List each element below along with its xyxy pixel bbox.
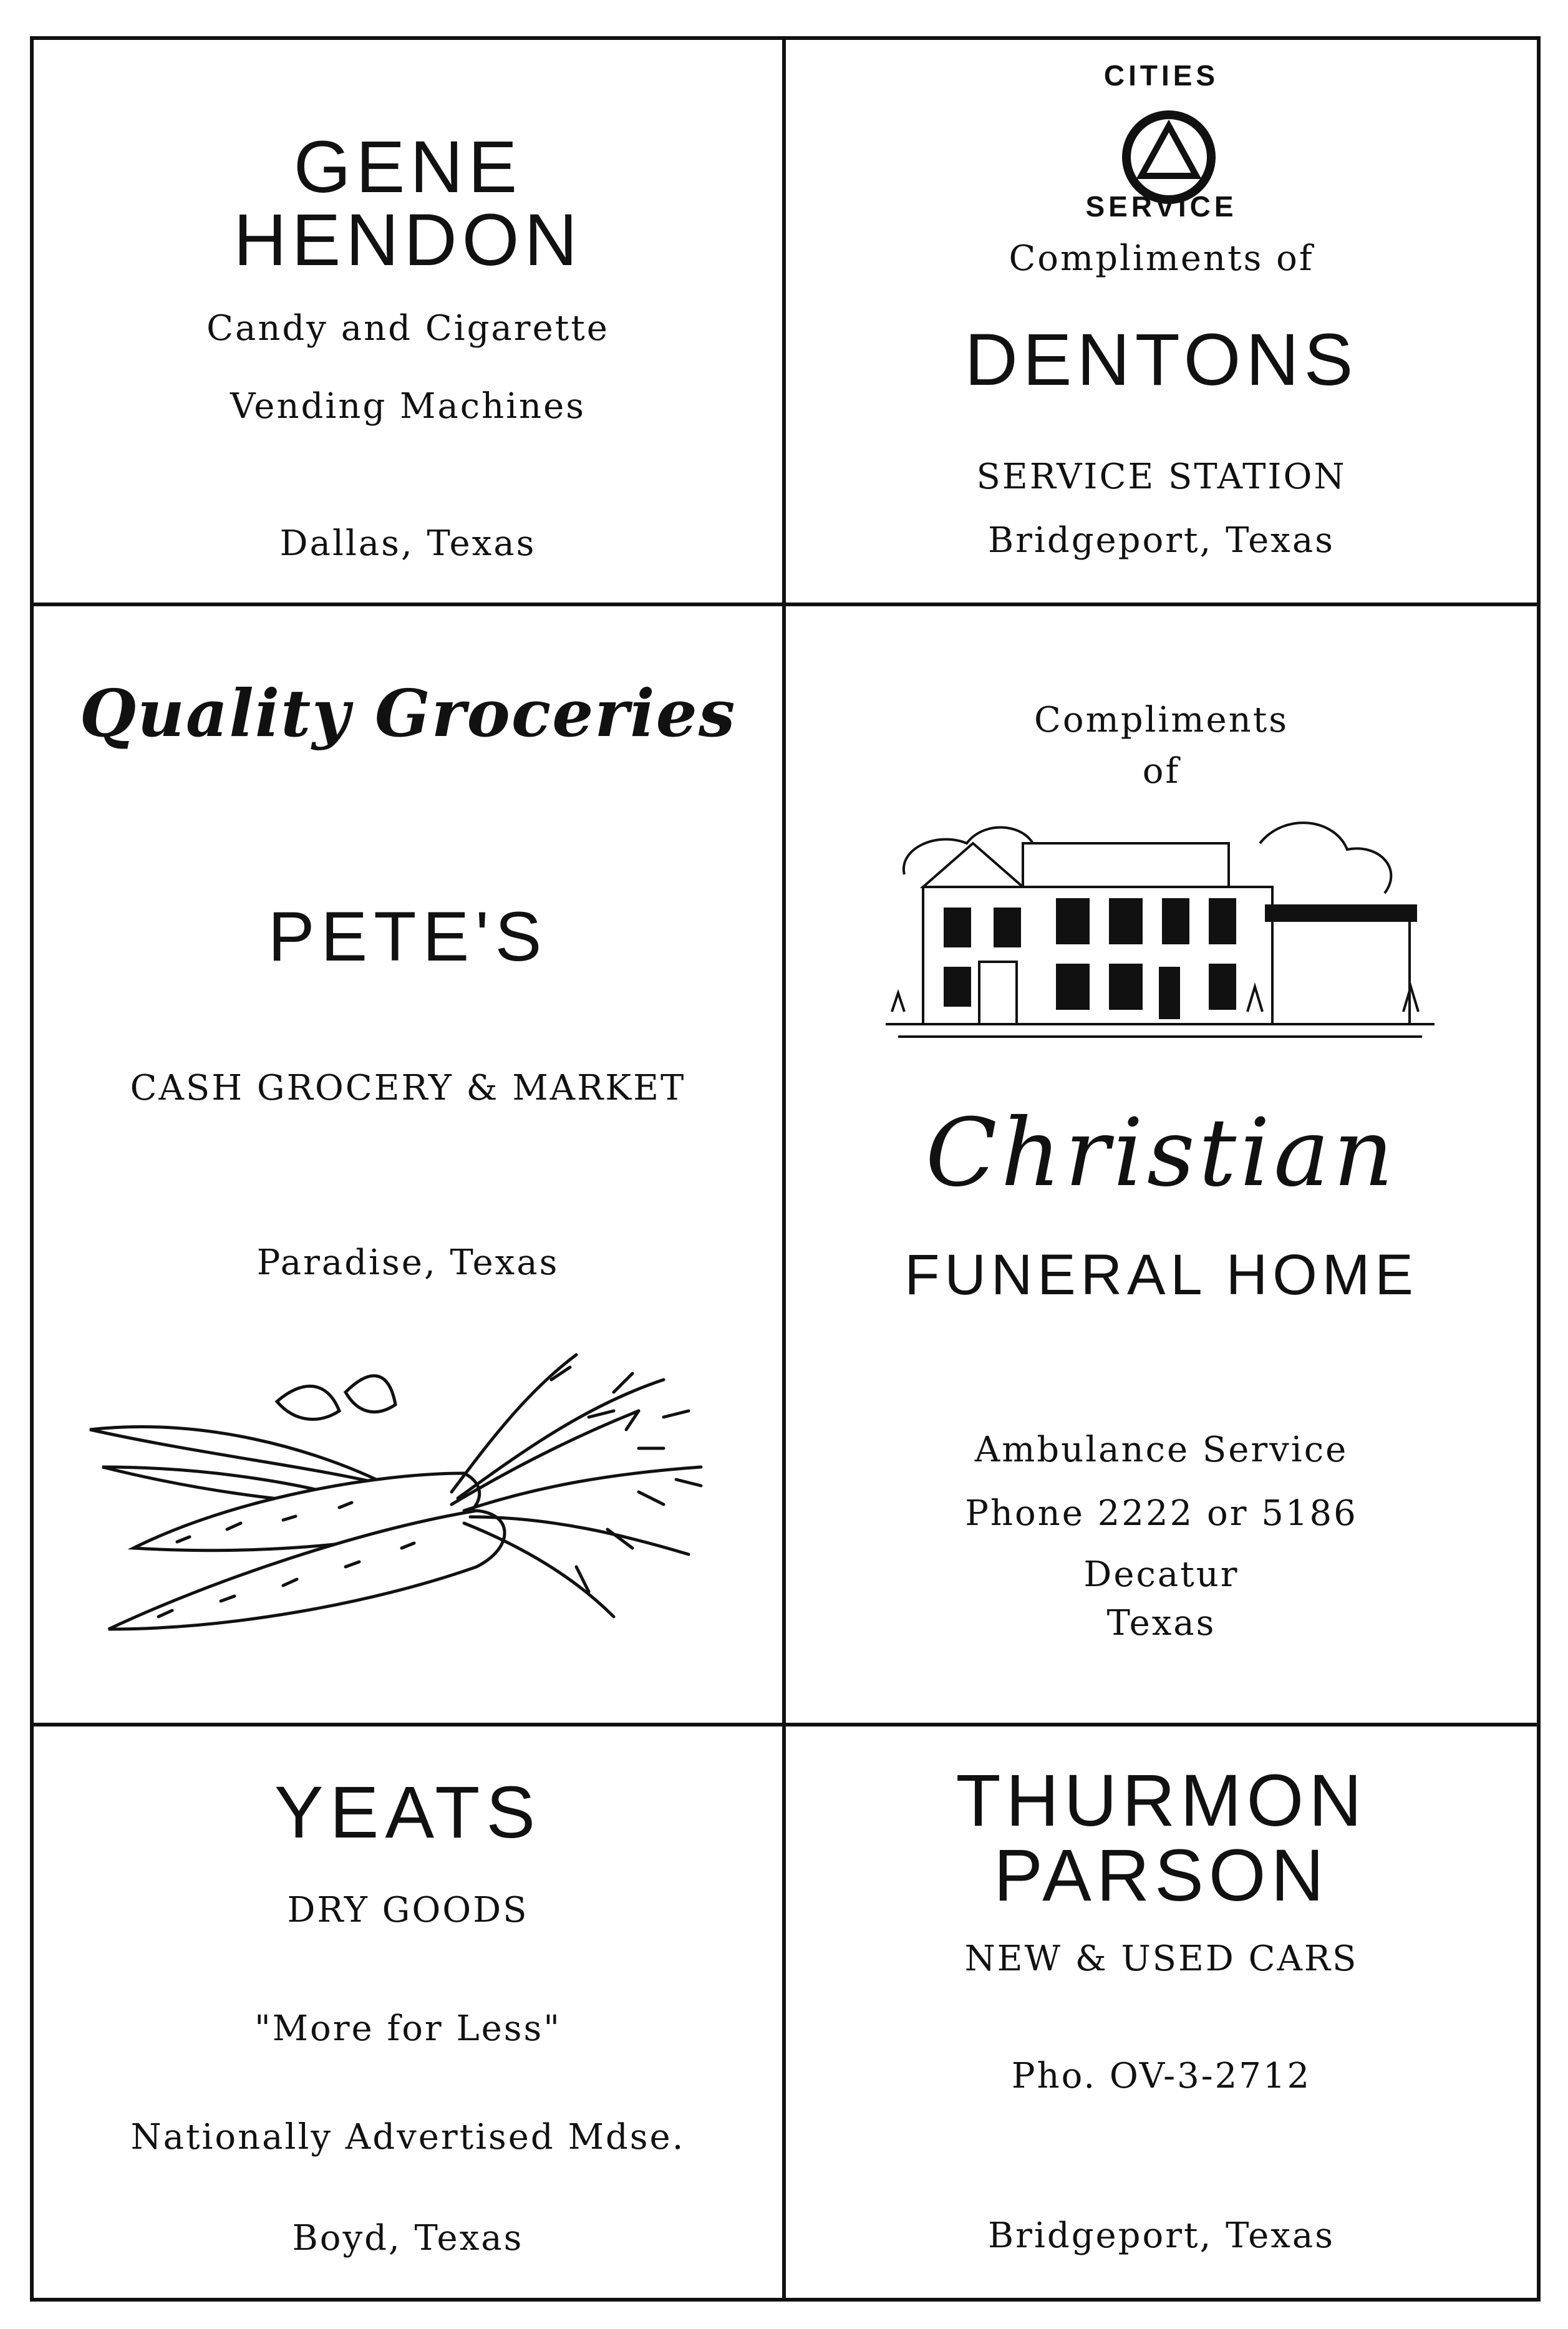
gene-hendon-location: Dallas, Texas xyxy=(279,523,536,564)
christian-name: Christian xyxy=(925,1099,1398,1208)
ad-yeats xyxy=(34,1726,782,2298)
gene-hendon-name-line1: GENE xyxy=(293,126,523,208)
funeral-home-building-illustration xyxy=(886,806,1435,1043)
yeats-business: DRY GOODS xyxy=(287,1890,529,1930)
thurmon-parson-location: Bridgeport, Texas xyxy=(988,2215,1335,2256)
ad-petes xyxy=(34,606,782,1723)
petes-name: PETE'S xyxy=(268,898,548,976)
yeats-note: Nationally Advertised Mdse. xyxy=(130,2117,685,2157)
carrots-illustration xyxy=(77,1342,763,1654)
christian-phone: Phone 2222 or 5186 xyxy=(965,1493,1358,1534)
cities-service-logo-bottom: SERVICE xyxy=(1085,190,1237,223)
petes-location: Paradise, Texas xyxy=(256,1242,559,1283)
ad-gene-hendon xyxy=(34,40,782,603)
yeats-slogan: "More for Less" xyxy=(254,2008,562,2049)
gene-hendon-name-line2: HENDON xyxy=(233,199,583,281)
dentons-name: DENTONS xyxy=(964,319,1358,401)
yeats-location: Boyd, Texas xyxy=(292,2218,524,2259)
christian-city: Decatur xyxy=(1083,1554,1239,1595)
petes-business: CASH GROCERY & MARKET xyxy=(130,1068,686,1108)
thurmon-parson-business: NEW & USED CARS xyxy=(964,1939,1358,1979)
christian-ambulance: Ambulance Service xyxy=(974,1430,1348,1470)
cities-service-logo-top: CITIES xyxy=(1103,59,1219,92)
christian-compliments-line2: of xyxy=(1142,751,1181,792)
yeats-name: YEATS xyxy=(274,1771,542,1854)
gene-hendon-line2: Vending Machines xyxy=(230,386,586,427)
dentons-service-station: SERVICE STATION xyxy=(976,457,1347,497)
ad-thurmon-parson xyxy=(786,1726,1537,2298)
dentons-location: Bridgeport, Texas xyxy=(988,520,1335,561)
gene-hendon-line1: Candy and Cigarette xyxy=(206,308,609,349)
thurmon-parson-name-line1: THURMON xyxy=(956,1760,1367,1842)
thurmon-parson-name-line2: PARSON xyxy=(994,1834,1329,1917)
dentons-compliments: Compliments of xyxy=(1009,238,1314,279)
christian-funeral-home: FUNERAL HOME xyxy=(904,1243,1418,1307)
christian-state: Texas xyxy=(1106,1603,1216,1644)
thurmon-parson-phone: Pho. OV-3-2712 xyxy=(1011,2056,1312,2096)
christian-compliments-line1: Compliments xyxy=(1034,700,1289,740)
petes-tagline: Quality Groceries xyxy=(79,675,737,752)
ad-christian xyxy=(786,606,1537,1723)
ad-dentons xyxy=(786,40,1537,603)
